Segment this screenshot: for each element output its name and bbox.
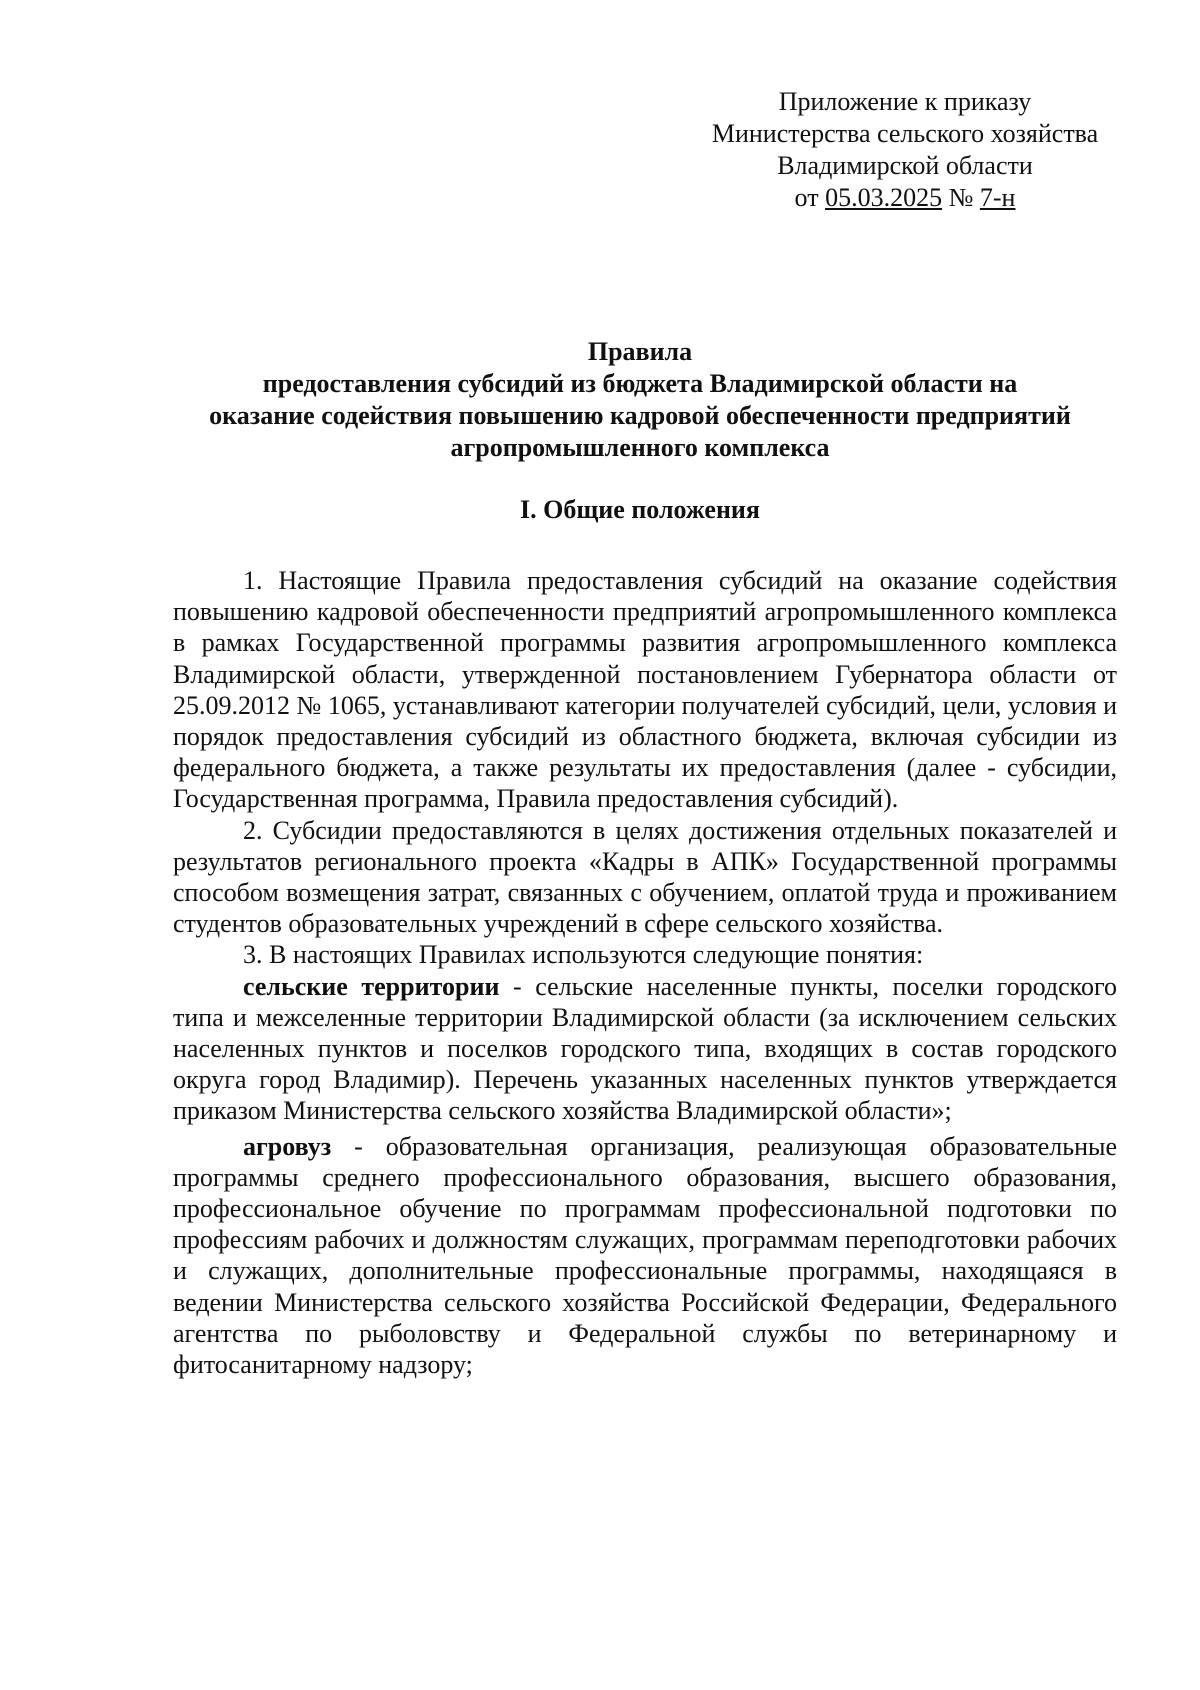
definition-rural-territories [173,971,1117,1127]
paragraph-3: 3. В настоящих Правилах используются следующие понятия: [243,940,924,970]
annex-header [690,86,1120,214]
annex-date-prefix: от [794,183,819,212]
title-line-2: предоставления субсидий из бюджета Владимирской области на [262,369,1018,398]
annex-date: 05.03.2025 [825,183,943,212]
paragraph-1: 1. Настоящие Правила предоставления субсидий на оказание содействия повышению кадровой обеспеченности предприятий агропромышленного комплекса в рамках Государственной программы развития агропромышленного комплекса Владимирской области, утвержденной постановлением Губернатора области от 25.09.2012 № 1065, устанавливают категории получателей субсидий, цели, условия и порядок предоставления субсидий из областного бюджета, включая субсидии из федерального бюджета, а также результаты их предоставления (далее - субсидии, Государственная программа, Правила предоставления субсидий). [173,566,1117,814]
title-line-1: Правила [587,337,693,366]
annex-line-3: Владимирской области [777,151,1033,180]
annex-number-sign: № [948,183,974,212]
definition-text: - сельские населенные пункты, поселки городского типа и межселенные территории Владимирской области (за исключением сельских населенных пунктов и поселков городского типа, входящих в состав городского округа город Владимир). Перечень указанных населенных пунктов утверждается приказом Министерства сельского хозяйства Владимирской области»; [173,971,1117,1126]
definition-term: агровуз [243,1131,332,1161]
annex-number: 7-н [979,183,1016,212]
annex-date-line [690,182,1120,214]
definition-agrovuz [173,1131,1117,1381]
title-line-4: агропромышленного комплекса [450,433,830,462]
document-title [160,336,1120,464]
definition-term: сельские территории [243,971,500,1001]
document-body [173,565,1117,1380]
section-heading: I. Общие положения [520,495,760,524]
title-line-3: оказание содействия повышению кадровой обеспеченности предприятий [209,401,1071,430]
paragraph-2: 2. Субсидии предоставляются в целях достижения отдельных показателей и результатов регионального проекта «Кадры в АПК» Государственной программы способом возмещения затрат, связанных с обучением, оплатой труда и проживанием студентов образовательных учреждений в сфере сельского хозяйства. [173,815,1117,939]
definition-text: - образовательная организация, реализующая образовательные программы среднего профессионального образования, высшего образования, профессиональное обучение по программам профессиональной подготовки по профессиям рабочих и должностям служащих, программам переподготовки рабочих и служащих, дополнительные профессиональные программы, находящаяся в ведении Министерства сельского хозяйства Российской Федерации, Федерального агентства по рыболовству и Федеральной службы по ветеринарному и фитосанитарному надзору; [173,1131,1117,1380]
annex-line-1: Приложение к приказу [778,87,1032,116]
annex-line-2: Министерства сельского хозяйства [711,119,1099,148]
